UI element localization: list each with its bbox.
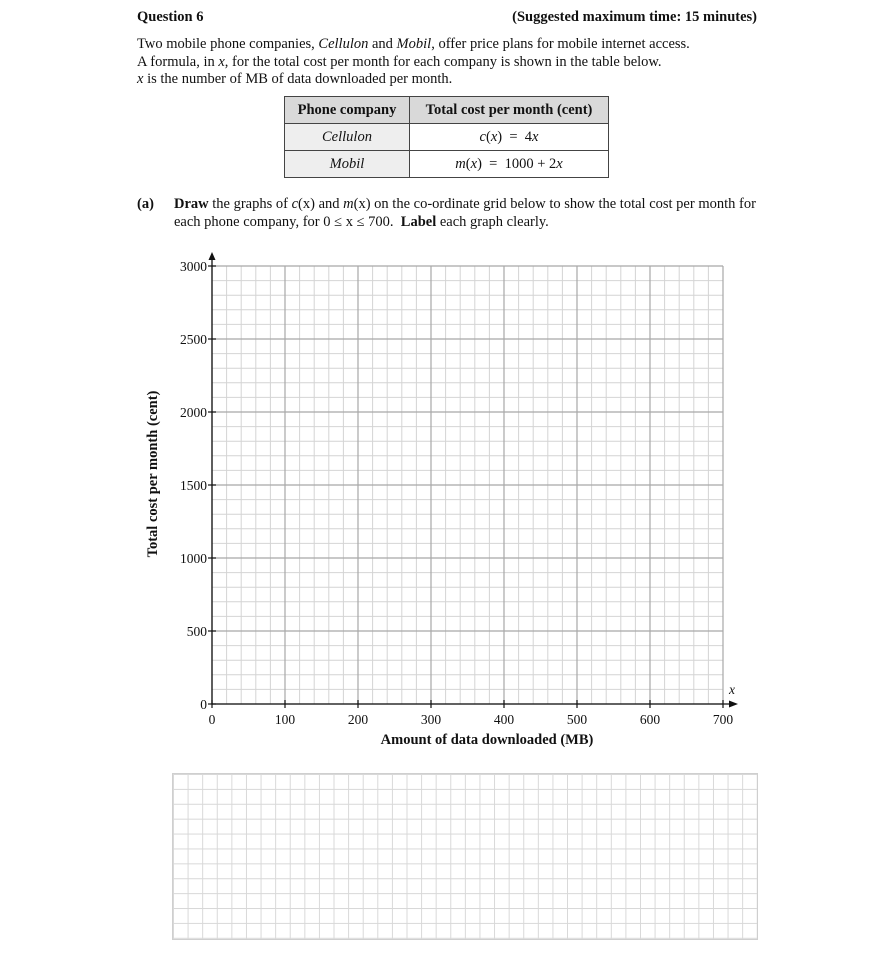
- x-tick-label: 700: [712, 712, 734, 727]
- answer-grid-box[interactable]: [172, 773, 758, 940]
- intro-line-2: A formula, in x, for the total cost per month for each company is shown in the table below.: [137, 53, 662, 70]
- company-cell: Cellulon: [285, 124, 410, 151]
- x-axis-arrow: [729, 701, 738, 708]
- intro-line-3: x is the number of MB of data downloaded per month.: [137, 71, 453, 87]
- question-title: Question 6: [137, 9, 204, 25]
- axes: [208, 252, 738, 708]
- y-axis-title: Total cost per month (cent): [145, 390, 161, 558]
- intro-line-1: Two mobile phone companies, Cellulon and Mobil, offer price plans for mobile internet access.: [137, 36, 690, 52]
- company-mobil: Mobil: [396, 36, 432, 52]
- x-tick-label: 100: [274, 712, 296, 727]
- grid-major: [212, 266, 723, 704]
- y-tick-label: 2500: [180, 332, 207, 347]
- x-tick-label: 400: [493, 712, 515, 727]
- part-a-label: (a): [137, 196, 154, 212]
- header-phone-company: Phone company: [285, 97, 410, 124]
- x-tick-label: 0: [208, 712, 216, 727]
- y-tick-label: 500: [186, 624, 207, 639]
- x-tick-label: 300: [420, 712, 442, 727]
- y-axis-arrow: [209, 252, 216, 260]
- y-tick-label: 2000: [180, 405, 207, 420]
- y-tick-label: 1000: [180, 551, 207, 566]
- x-tick-label: 600: [639, 712, 661, 727]
- x-tick-label: 500: [566, 712, 588, 727]
- x-tick-label: 200: [347, 712, 369, 727]
- header-total-cost: Total cost per month (cent): [410, 97, 609, 124]
- y-tick-label: 3000: [180, 259, 207, 274]
- company-cellulon: Cellulon: [318, 36, 369, 52]
- time-note: (Suggested maximum time: 15 minutes): [512, 9, 757, 25]
- company-cell: Mobil: [285, 151, 410, 178]
- part-a-instruction: Draw the graphs of c(x) and m(x) on the co-ordinate grid below to show the total cost per month for each phone company, for 0 ≤ x ≤ 700. Label each graph clearly.: [174, 196, 756, 230]
- formula-cell: c(x) = 4x: [410, 124, 609, 151]
- x-axis-title: Amount of data downloaded (MB): [380, 732, 594, 748]
- y-tick-label: 1500: [180, 478, 207, 493]
- formula-cell: m(x) = 1000 + 2x: [410, 151, 609, 178]
- x-axis-variable: x: [729, 682, 735, 697]
- y-tick-label: 0: [200, 697, 207, 712]
